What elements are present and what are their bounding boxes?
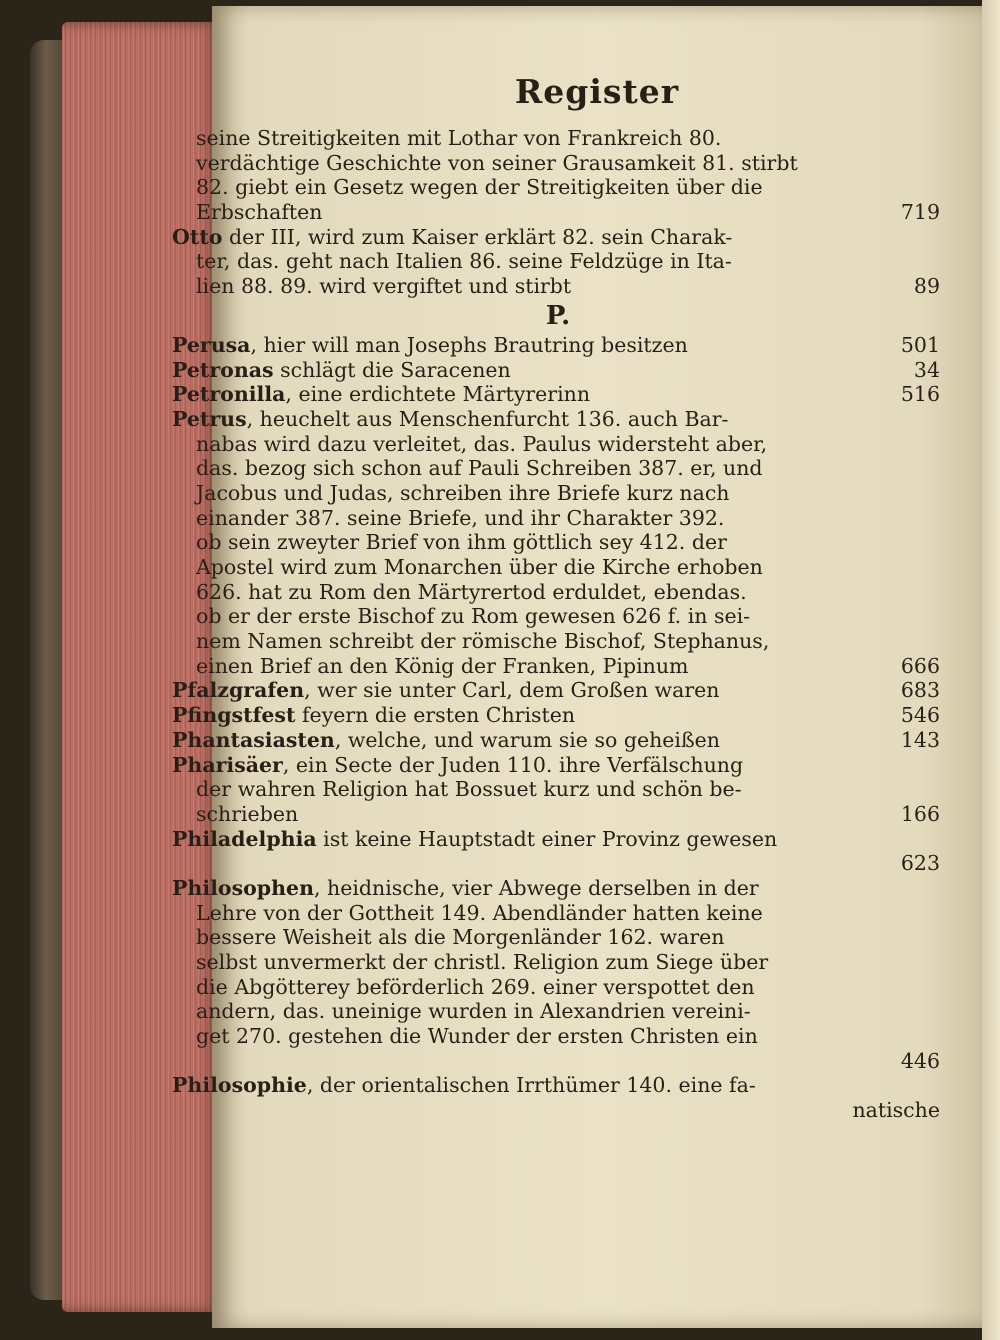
page-reference: 143 xyxy=(900,727,940,752)
entry-text: Lehre von der Gottheit 149. Abendländer hatten keine xyxy=(196,900,763,925)
index-line xyxy=(172,654,944,679)
entry-text: das. bezog sich schon auf Pauli Schreiben 387. er, und xyxy=(196,456,763,481)
entry-text: , heuchelt aus Menschenfurcht 136. auch Bar- xyxy=(246,406,729,431)
page-reference: 516 xyxy=(900,382,940,407)
entry-text: 82. giebt ein Gesetz wegen der Streitigkeiten über die xyxy=(196,175,763,200)
entry-text: , eine erdichtete Märtyrerinn xyxy=(285,382,591,407)
index-line xyxy=(172,200,944,225)
index-line xyxy=(172,456,944,481)
index-line xyxy=(172,274,944,299)
entry-headword: Phantasiasten xyxy=(172,727,335,752)
entry-headword: Otto xyxy=(172,224,223,249)
entry-text: ob sein zweyter Brief von ihm göttlich sey 412. der xyxy=(196,530,727,555)
index-line xyxy=(172,950,944,975)
index-line xyxy=(172,432,944,457)
index-line xyxy=(172,851,944,876)
entry-text: schrieben xyxy=(196,801,299,826)
entry-text: bessere Weisheit als die Morgenländer 162. waren xyxy=(196,925,725,950)
entry-text: verdächtige Geschichte von seiner Grausamkeit 81. stirbt xyxy=(196,150,798,175)
entry-text: feyern die ersten Christen xyxy=(295,703,576,728)
entry-headword: Philosophen xyxy=(172,875,314,900)
entry-headword: Petronilla xyxy=(172,382,286,407)
entry-text: nem Namen schreibt der römische Bischof, Stephanus, xyxy=(196,629,770,654)
entry-text: get 270. gestehen die Wunder der ersten Christen ein xyxy=(196,1024,758,1049)
index-line xyxy=(172,151,944,176)
index-line xyxy=(172,975,944,1000)
running-head: Register xyxy=(514,72,680,111)
index-line xyxy=(172,175,944,200)
section-letter: P. xyxy=(545,300,571,331)
index-entry xyxy=(172,407,944,432)
index-line xyxy=(172,629,944,654)
entry-text: , der orientalischen Irrthümer 140. eine fa- xyxy=(306,1073,756,1098)
next-page-edge xyxy=(982,0,1000,1340)
entry-text: andern, das. uneinige wurden in Alexandrien vereini- xyxy=(196,999,751,1024)
index-entry xyxy=(172,753,944,778)
index-line xyxy=(172,999,944,1024)
page-reference: 546 xyxy=(900,703,940,728)
page-reference: 623 xyxy=(900,851,940,876)
index-entry xyxy=(172,827,944,852)
entry-text: ob er der erste Bischof zu Rom gewesen 626 f. in sei- xyxy=(196,604,751,629)
entry-text: die Abgötterey beförderlich 269. einer verspottet den xyxy=(196,974,755,999)
index-entry xyxy=(172,678,944,703)
page-reference: 719 xyxy=(900,200,940,225)
index-line xyxy=(172,1098,944,1123)
entry-headword: Petrus xyxy=(172,406,247,431)
index-line xyxy=(172,249,944,274)
entry-text: seine Streitigkeiten mit Lothar von Frankreich 80. xyxy=(196,126,722,150)
index-line xyxy=(172,506,944,531)
entry-text: , welche, und warum sie so geheißen xyxy=(334,727,721,752)
index-line xyxy=(172,555,944,580)
entry-text: der III, wird zum Kaiser erklärt 82. sein Charak- xyxy=(222,224,733,249)
entry-text: schlägt die Saracenen xyxy=(273,357,511,382)
index-line xyxy=(172,1049,944,1074)
index-entry xyxy=(172,333,944,358)
index-line xyxy=(172,802,944,827)
index-line xyxy=(172,126,944,151)
page-reference: 166 xyxy=(900,801,940,826)
page-reference: 683 xyxy=(900,678,940,703)
entry-text: ist keine Hauptstadt einer Provinz gewesen xyxy=(316,826,778,851)
page-reference: 501 xyxy=(900,332,940,357)
page-reference: natische xyxy=(852,1098,940,1123)
entry-headword: Pfingstfest xyxy=(172,703,296,728)
index-line xyxy=(172,604,944,629)
entry-text: Erbschaften xyxy=(196,200,323,225)
page-reference: 446 xyxy=(900,1048,940,1073)
index-entry xyxy=(172,703,944,728)
index-line xyxy=(172,901,944,926)
index-line xyxy=(172,1024,944,1049)
entry-text: , wer sie unter Carl, dem Großen waren xyxy=(304,678,720,703)
entry-headword: Perusa xyxy=(172,332,251,357)
index-line xyxy=(172,925,944,950)
entry-text: ter, das. geht nach Italien 86. seine Feldzüge in Ita- xyxy=(196,249,732,274)
entry-headword: Pharisäer xyxy=(172,752,283,777)
entry-text: selbst unvermerkt der christl. Religion zum Siege über xyxy=(196,950,769,974)
entry-text: , hier will man Josephs Brautring besitzen xyxy=(250,332,688,357)
entry-text: lien 88. 89. wird vergiftet und stirbt xyxy=(196,274,572,299)
page-reference: 666 xyxy=(900,653,940,678)
entry-headword: Philadelphia xyxy=(172,826,317,851)
entry-text: , heidnische, vier Abwege derselben in der xyxy=(313,875,759,900)
entry-text: der wahren Religion hat Bossuet kurz und schön be- xyxy=(196,777,742,802)
index-entry xyxy=(172,358,944,383)
entry-text: nabas wird dazu verleitet, das. Paulus widersteht aber, xyxy=(196,431,768,456)
entry-text: , ein Secte der Juden 110. ihre Verfälschung xyxy=(282,752,744,777)
index-entry xyxy=(172,728,944,753)
index-entry xyxy=(172,1073,944,1098)
entry-text: einen Brief an den König der Franken, Pipinum xyxy=(196,653,689,678)
index-entry xyxy=(172,382,944,407)
entry-text: einander 387. seine Briefe, und ihr Charakter 392. xyxy=(196,505,725,530)
index-line xyxy=(172,530,944,555)
page-reference: 34 xyxy=(913,357,940,382)
entry-headword: Petronas xyxy=(172,357,274,382)
index-line xyxy=(172,580,944,605)
entry-headword: Philosophie xyxy=(172,1073,307,1098)
index-line xyxy=(172,481,944,506)
index-text-block xyxy=(172,126,944,1123)
page-reference: 89 xyxy=(913,274,940,299)
entry-text: 626. hat zu Rom den Märtyrertod erduldet, ebendas. xyxy=(196,579,747,604)
index-entry xyxy=(172,876,944,901)
index-line xyxy=(172,777,944,802)
entry-text: Apostel wird zum Monarchen über die Kirche erhoben xyxy=(196,555,763,579)
entry-text: Jacobus und Judas, schreiben ihre Briefe kurz nach xyxy=(196,480,730,505)
entry-headword: Pfalzgrafen xyxy=(172,678,305,703)
index-entry xyxy=(172,225,944,250)
